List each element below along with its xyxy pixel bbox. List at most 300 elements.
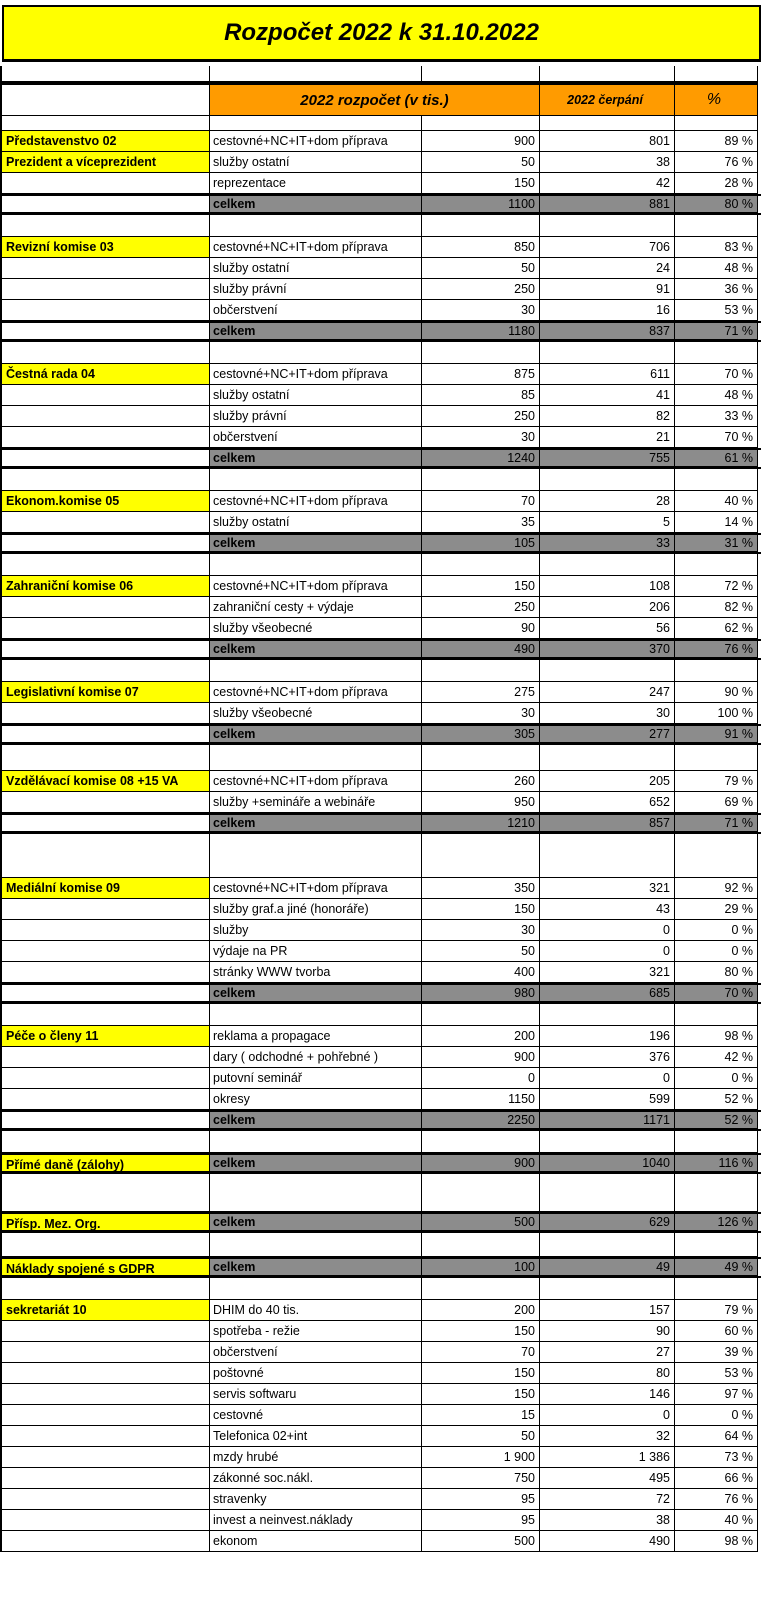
table-row	[0, 512, 761, 533]
budget-value: 500	[422, 1214, 540, 1231]
section-label	[0, 703, 210, 724]
section-label	[0, 1112, 210, 1129]
budget-value: 50	[422, 941, 540, 962]
section-label	[0, 1426, 210, 1447]
empty-cell	[422, 66, 540, 82]
spent-value: 205	[540, 771, 675, 792]
total-row	[0, 1153, 761, 1174]
percent-value: 98 %	[675, 1026, 758, 1047]
section-label	[0, 300, 210, 321]
empty-cell	[0, 469, 210, 491]
empty-cell	[422, 469, 540, 491]
spent-value: 108	[540, 576, 675, 597]
item-label: cestovné+NC+IT+dom příprava	[210, 771, 422, 792]
percent-value: 79 %	[675, 1300, 758, 1321]
section-label	[0, 1089, 210, 1110]
section-name: Legislativní komise 07	[2, 682, 209, 702]
spacer-row	[0, 469, 761, 491]
percent-value: 91 %	[675, 726, 758, 743]
percent-value: 76 %	[675, 641, 758, 658]
budget-value: 1210	[422, 815, 540, 832]
item-label: služby ostatní	[210, 385, 422, 406]
item-label: služby graf.a jiné (honoráře)	[210, 899, 422, 920]
table-row	[0, 385, 761, 406]
empty-cell	[0, 342, 210, 364]
budget-value: 900	[422, 131, 540, 152]
spacer-row	[0, 834, 761, 878]
budget-value: 35	[422, 512, 540, 533]
table-row	[0, 427, 761, 448]
section-label	[0, 1468, 210, 1489]
empty-cell	[210, 469, 422, 491]
percent-value: 80 %	[675, 962, 758, 983]
spent-value: 611	[540, 364, 675, 385]
header-spent: 2022 čerpání	[540, 82, 675, 116]
item-label: okresy	[210, 1089, 422, 1110]
empty-cell	[210, 116, 422, 131]
empty-cell	[210, 1278, 422, 1300]
table-row	[0, 1384, 761, 1405]
section-name: Vzdělávací komise 08 +15 VA	[2, 771, 209, 791]
table-row	[0, 1089, 761, 1110]
total-row	[0, 1257, 761, 1278]
empty-cell	[0, 116, 210, 131]
section-label	[0, 618, 210, 639]
spent-value: 206	[540, 597, 675, 618]
section-label	[0, 1214, 210, 1231]
section-label	[0, 427, 210, 448]
spent-value: 32	[540, 1426, 675, 1447]
section-label	[0, 1259, 210, 1276]
percent-value: 0 %	[675, 920, 758, 941]
table-row	[0, 258, 761, 279]
section-label	[0, 279, 210, 300]
header-budget: 2022 rozpočet (v tis.)	[210, 82, 540, 116]
item-label: občerstvení	[210, 300, 422, 321]
empty-cell	[540, 469, 675, 491]
section-label	[0, 1047, 210, 1068]
empty-cell	[675, 745, 758, 771]
empty-cell	[422, 1278, 540, 1300]
table-row	[0, 1342, 761, 1363]
table-row	[0, 792, 761, 813]
empty-cell	[675, 66, 758, 82]
empty-cell	[210, 215, 422, 237]
section-label	[0, 323, 210, 340]
table-row	[0, 771, 761, 792]
empty-cell	[675, 1278, 758, 1300]
percent-value: 73 %	[675, 1447, 758, 1468]
percent-value: 42 %	[675, 1047, 758, 1068]
spent-value: 33	[540, 535, 675, 552]
spent-value: 685	[540, 985, 675, 1002]
spacer-row	[0, 342, 761, 364]
percent-value: 80 %	[675, 196, 758, 213]
budget-value: 105	[422, 535, 540, 552]
percent-value: 60 %	[675, 1321, 758, 1342]
total-row	[0, 533, 761, 554]
item-label: služby všeobecné	[210, 703, 422, 724]
item-label: služby ostatní	[210, 152, 422, 173]
budget-value: 30	[422, 427, 540, 448]
empty-cell	[422, 116, 540, 131]
percent-value: 126 %	[675, 1214, 758, 1231]
spacer-row	[0, 1233, 761, 1257]
section-label	[0, 406, 210, 427]
empty-cell	[422, 834, 540, 878]
spent-value: 0	[540, 1405, 675, 1426]
budget-value: 150	[422, 1321, 540, 1342]
table-row	[0, 237, 761, 258]
empty-cell	[422, 554, 540, 576]
percent-value: 40 %	[675, 491, 758, 512]
percent-value: 61 %	[675, 450, 758, 467]
item-label: dary ( odchodné + pohřebné )	[210, 1047, 422, 1068]
spent-value: 706	[540, 237, 675, 258]
spent-value: 881	[540, 196, 675, 213]
section-label	[0, 1489, 210, 1510]
budget-value: 0	[422, 1068, 540, 1089]
spent-value: 72	[540, 1489, 675, 1510]
spent-value: 56	[540, 618, 675, 639]
section-label	[0, 1026, 210, 1047]
table-row	[0, 1300, 761, 1321]
percent-value: 71 %	[675, 815, 758, 832]
empty-cell	[210, 66, 422, 82]
section-label	[0, 920, 210, 941]
percent-value: 14 %	[675, 512, 758, 533]
item-label: výdaje na PR	[210, 941, 422, 962]
spent-value: 277	[540, 726, 675, 743]
spent-value: 196	[540, 1026, 675, 1047]
budget-value: 150	[422, 1384, 540, 1405]
table-row	[0, 1447, 761, 1468]
budget-value: 100	[422, 1259, 540, 1276]
item-label: cestovné+NC+IT+dom příprava	[210, 131, 422, 152]
spent-value: 1 386	[540, 1447, 675, 1468]
spent-value: 30	[540, 703, 675, 724]
percent-value: 48 %	[675, 385, 758, 406]
spent-value: 652	[540, 792, 675, 813]
percent-value: 33 %	[675, 406, 758, 427]
empty-cell	[422, 660, 540, 682]
table-row	[0, 491, 761, 512]
percent-value: 39 %	[675, 1342, 758, 1363]
item-label: spotřeba - režie	[210, 1321, 422, 1342]
item-label: služby právní	[210, 279, 422, 300]
empty-cell	[0, 215, 210, 237]
budget-value: 95	[422, 1489, 540, 1510]
budget-value: 875	[422, 364, 540, 385]
section-label	[0, 1155, 210, 1172]
spacer-row	[0, 1278, 761, 1300]
empty-cell	[0, 554, 210, 576]
empty-cell	[540, 1004, 675, 1026]
section-label	[0, 196, 210, 213]
total-row	[0, 448, 761, 469]
item-label: občerstvení	[210, 1342, 422, 1363]
percent-value: 89 %	[675, 131, 758, 152]
section-name: sekretariát 10	[2, 1300, 209, 1320]
item-label: cestovné+NC+IT+dom příprava	[210, 576, 422, 597]
section-label	[0, 726, 210, 743]
item-label: služby	[210, 920, 422, 941]
total-row	[0, 724, 761, 745]
table-row	[0, 878, 761, 899]
item-label: DHIM do 40 tis.	[210, 1300, 422, 1321]
percent-value: 0 %	[675, 1068, 758, 1089]
section-name: Představenstvo 02	[2, 131, 209, 151]
item-label: reklama a propagace	[210, 1026, 422, 1047]
budget-value: 30	[422, 300, 540, 321]
empty-cell	[675, 1131, 758, 1153]
budget-value: 250	[422, 406, 540, 427]
spent-value: 837	[540, 323, 675, 340]
table-row	[0, 1068, 761, 1089]
empty-cell	[210, 554, 422, 576]
spent-value: 755	[540, 450, 675, 467]
section-name: Péče o členy 11	[2, 1026, 209, 1046]
spent-value: 801	[540, 131, 675, 152]
section-name: Prezident a víceprezident	[2, 152, 209, 172]
budget-value: 50	[422, 1426, 540, 1447]
empty-cell	[210, 1174, 422, 1212]
percent-value: 92 %	[675, 878, 758, 899]
total-row	[0, 194, 761, 215]
percent-value: 82 %	[675, 597, 758, 618]
item-label: celkem	[210, 985, 422, 1002]
spent-value: 90	[540, 1321, 675, 1342]
item-label: celkem	[210, 726, 422, 743]
item-label: cestovné	[210, 1405, 422, 1426]
item-label: cestovné+NC+IT+dom příprava	[210, 878, 422, 899]
section-label	[0, 576, 210, 597]
empty-cell	[210, 745, 422, 771]
empty-cell	[0, 1174, 210, 1212]
percent-value: 83 %	[675, 237, 758, 258]
empty-cell	[675, 1174, 758, 1212]
table-row	[0, 941, 761, 962]
item-label: služby ostatní	[210, 258, 422, 279]
table-row	[0, 279, 761, 300]
spent-value: 0	[540, 941, 675, 962]
percent-value: 116 %	[675, 1155, 758, 1172]
percent-value: 69 %	[675, 792, 758, 813]
item-label: reprezentace	[210, 173, 422, 194]
spent-value: 0	[540, 920, 675, 941]
section-label	[0, 962, 210, 983]
table-row	[0, 131, 761, 152]
empty-cell	[540, 215, 675, 237]
spent-value: 21	[540, 427, 675, 448]
empty-cell	[675, 1233, 758, 1257]
percent-value: 62 %	[675, 618, 758, 639]
section-label	[0, 1321, 210, 1342]
spent-value: 49	[540, 1259, 675, 1276]
item-label: cestovné+NC+IT+dom příprava	[210, 364, 422, 385]
empty-cell	[540, 554, 675, 576]
item-label: celkem	[210, 323, 422, 340]
spent-value: 857	[540, 815, 675, 832]
section-label	[0, 815, 210, 832]
section-label	[0, 1510, 210, 1531]
section-label	[0, 985, 210, 1002]
percent-value: 28 %	[675, 173, 758, 194]
item-label: celkem	[210, 1214, 422, 1231]
empty-cell	[540, 116, 675, 131]
item-label: stravenky	[210, 1489, 422, 1510]
table-row	[0, 1426, 761, 1447]
percent-value: 90 %	[675, 682, 758, 703]
section-label	[0, 512, 210, 533]
spacer-row	[0, 660, 761, 682]
budget-value: 250	[422, 279, 540, 300]
percent-value: 70 %	[675, 985, 758, 1002]
percent-value: 36 %	[675, 279, 758, 300]
section-label	[0, 1363, 210, 1384]
total-row	[0, 639, 761, 660]
spacer-row	[0, 1004, 761, 1026]
section-label	[0, 1447, 210, 1468]
percent-value: 100 %	[675, 703, 758, 724]
empty-cell	[422, 1174, 540, 1212]
section-label	[0, 682, 210, 703]
section-name: Revizní komise 03	[2, 237, 209, 257]
item-label: invest a neinvest.náklady	[210, 1510, 422, 1531]
spacer-row	[0, 1174, 761, 1212]
total-row	[0, 813, 761, 834]
spent-value: 247	[540, 682, 675, 703]
spacer-row	[0, 745, 761, 771]
percent-value: 29 %	[675, 899, 758, 920]
spacer-row	[0, 116, 761, 131]
percent-value: 49 %	[675, 1259, 758, 1276]
budget-value: 1180	[422, 323, 540, 340]
item-label: poštovné	[210, 1363, 422, 1384]
total-row	[0, 1212, 761, 1233]
empty-cell	[540, 66, 675, 82]
percent-value: 72 %	[675, 576, 758, 597]
percent-value: 0 %	[675, 941, 758, 962]
section-name: Zahraniční komise 06	[2, 576, 209, 596]
section-label	[0, 878, 210, 899]
item-label: zákonné soc.nákl.	[210, 1468, 422, 1489]
table-row	[0, 618, 761, 639]
table-row	[0, 1026, 761, 1047]
table-row	[0, 152, 761, 173]
empty-cell	[0, 1004, 210, 1026]
budget-value: 260	[422, 771, 540, 792]
table-row	[0, 406, 761, 427]
item-label: celkem	[210, 1112, 422, 1129]
percent-value: 76 %	[675, 152, 758, 173]
section-name: Čestná rada 04	[2, 364, 209, 384]
page-title: Rozpočet 2022 k 31.10.2022	[2, 5, 761, 62]
table-row	[0, 173, 761, 194]
empty-cell	[0, 745, 210, 771]
spent-value: 321	[540, 878, 675, 899]
budget-value: 350	[422, 878, 540, 899]
table-row	[0, 1510, 761, 1531]
item-label: cestovné+NC+IT+dom příprava	[210, 491, 422, 512]
empty-cell	[210, 1004, 422, 1026]
budget-value: 850	[422, 237, 540, 258]
table-row	[0, 82, 761, 116]
budget-value: 200	[422, 1026, 540, 1047]
empty-cell	[675, 342, 758, 364]
empty-cell	[0, 66, 210, 82]
header-pct: %	[675, 82, 758, 116]
spent-value: 146	[540, 1384, 675, 1405]
section-label	[0, 1384, 210, 1405]
item-label: Telefonica 02+int	[210, 1426, 422, 1447]
spent-value: 27	[540, 1342, 675, 1363]
empty-cell	[422, 342, 540, 364]
total-row	[0, 321, 761, 342]
section-label	[0, 792, 210, 813]
empty-cell	[540, 745, 675, 771]
spent-value: 1040	[540, 1155, 675, 1172]
table-row	[0, 920, 761, 941]
item-label: servis softwaru	[210, 1384, 422, 1405]
item-label: zahraniční cesty + výdaje	[210, 597, 422, 618]
section-name: Náklady spojené s GDPR	[2, 1259, 209, 1275]
section-label	[0, 491, 210, 512]
empty-cell	[675, 116, 758, 131]
table-row	[0, 364, 761, 385]
spent-value: 42	[540, 173, 675, 194]
empty-cell	[422, 1004, 540, 1026]
percent-value: 70 %	[675, 427, 758, 448]
budget-value: 1100	[422, 196, 540, 213]
empty-cell	[210, 660, 422, 682]
budget-value: 980	[422, 985, 540, 1002]
spent-value: 599	[540, 1089, 675, 1110]
spacer-row	[0, 554, 761, 576]
spent-value: 157	[540, 1300, 675, 1321]
item-label: služby všeobecné	[210, 618, 422, 639]
empty-cell	[422, 1131, 540, 1153]
item-label: ekonom	[210, 1531, 422, 1552]
budget-value: 500	[422, 1531, 540, 1552]
spent-value: 321	[540, 962, 675, 983]
budget-value: 250	[422, 597, 540, 618]
spent-value: 38	[540, 152, 675, 173]
percent-value: 71 %	[675, 323, 758, 340]
table-row	[0, 1405, 761, 1426]
spent-value: 495	[540, 1468, 675, 1489]
section-name: Přísp. Mez. Org.	[2, 1214, 209, 1230]
budget-value: 950	[422, 792, 540, 813]
budget-value: 1240	[422, 450, 540, 467]
spent-value: 370	[540, 641, 675, 658]
table-row	[0, 597, 761, 618]
percent-value: 52 %	[675, 1089, 758, 1110]
empty-cell	[210, 1233, 422, 1257]
section-label	[0, 535, 210, 552]
empty-cell	[540, 660, 675, 682]
budget-value: 150	[422, 173, 540, 194]
percent-value: 66 %	[675, 1468, 758, 1489]
spent-value: 24	[540, 258, 675, 279]
item-label: celkem	[210, 450, 422, 467]
item-label: mzdy hrubé	[210, 1447, 422, 1468]
empty-cell	[210, 834, 422, 878]
section-label	[0, 899, 210, 920]
spent-value: 0	[540, 1068, 675, 1089]
table-row	[0, 1047, 761, 1068]
percent-value: 53 %	[675, 1363, 758, 1384]
